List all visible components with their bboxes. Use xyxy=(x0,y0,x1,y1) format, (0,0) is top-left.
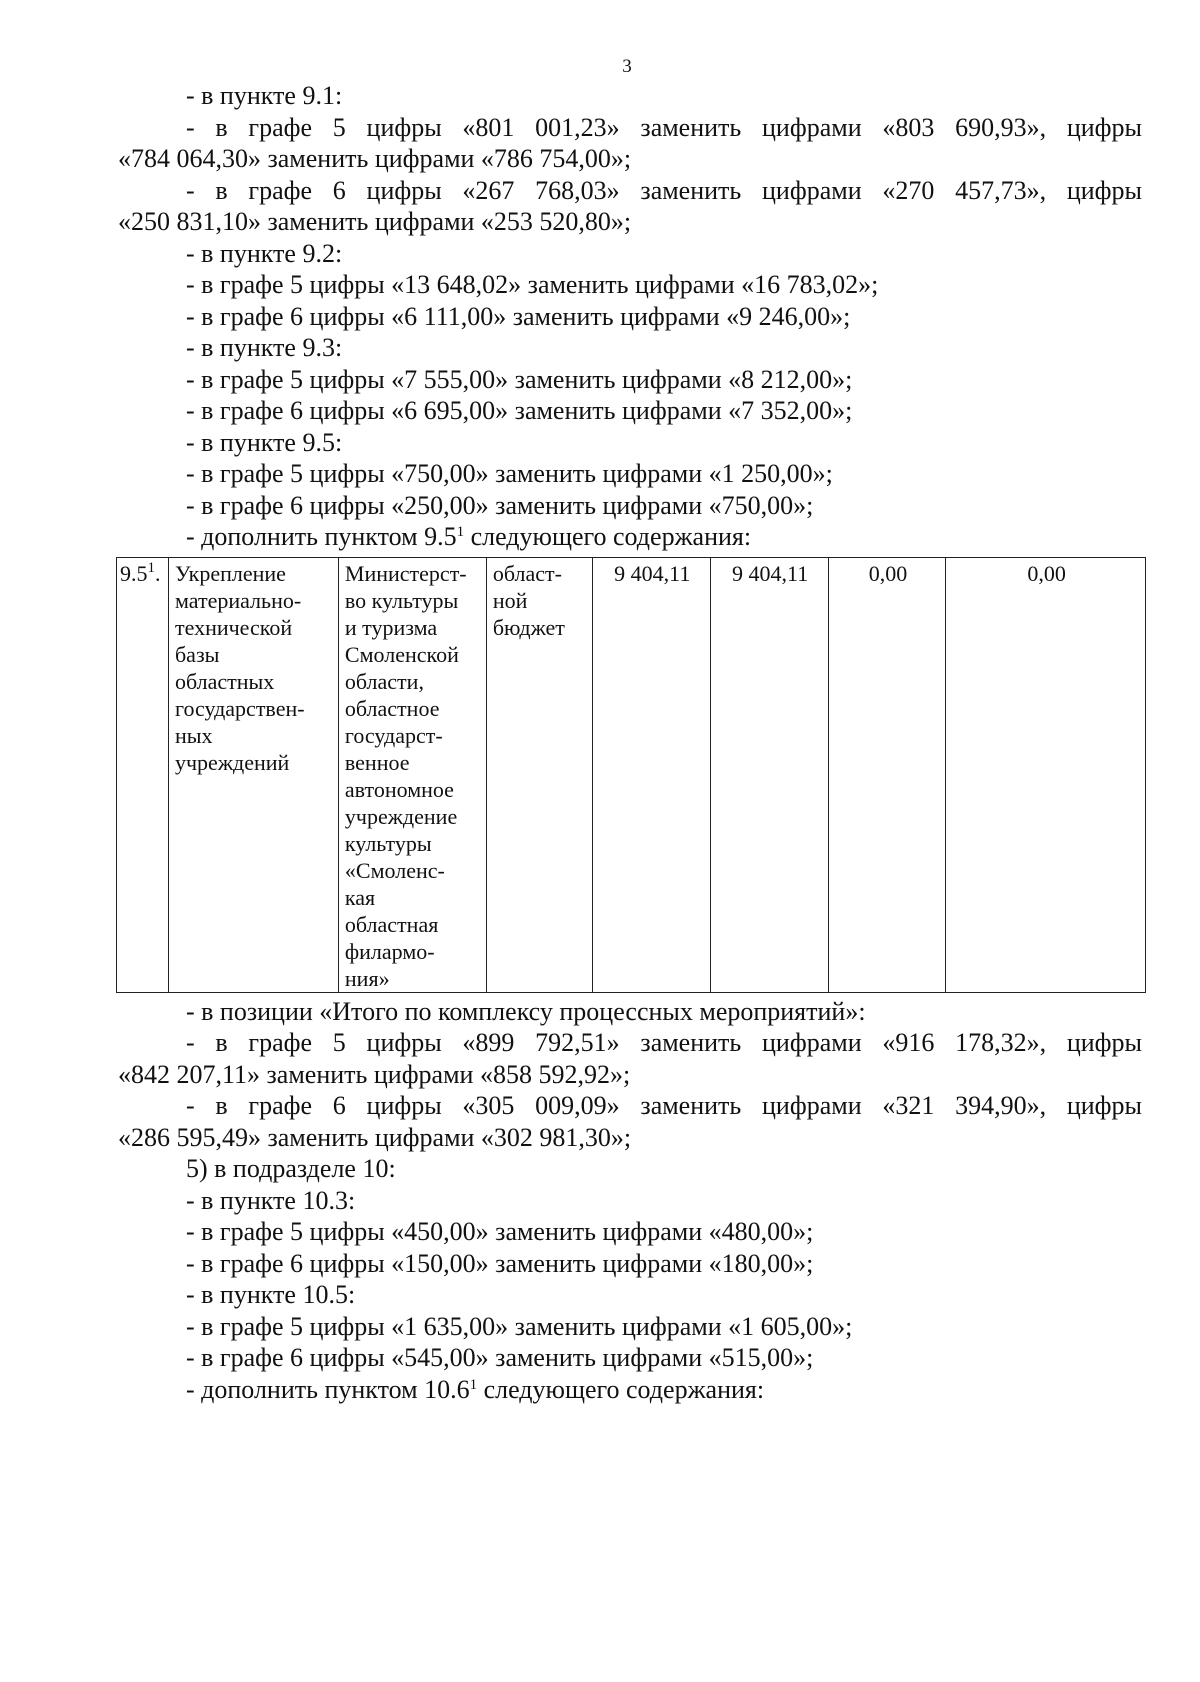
cell-col7: 0,00 xyxy=(828,557,946,992)
text-line: - в позиции «Итого по комплексу процессных мероприятий»: xyxy=(186,996,866,1026)
document-body xyxy=(118,80,1142,1405)
cell-name xyxy=(168,557,338,992)
text-line: - в графе 5 цифры «750,00» заменить цифрами «1 250,00»; xyxy=(186,459,833,488)
text-line: - в графе 6 цифры «150,00» заменить цифрами «180,00»; xyxy=(186,1248,814,1278)
text-line: - в пункте 9.3: xyxy=(186,333,343,362)
cell-col8: 0,00 xyxy=(946,557,1146,992)
cell-source xyxy=(486,557,592,992)
text-line: - в графе 5 цифры «1 635,00» заменить цифрами «1 605,00»; xyxy=(186,1311,853,1341)
cell-col5: 9 404,11 xyxy=(592,557,710,992)
cell-number-tail: . xyxy=(155,560,161,586)
text-line: - в графе 5 цифры «450,00» заменить цифрами «480,00»; xyxy=(186,1217,814,1246)
text-line: «250 831,10» заменить цифрами «253 520,80»; xyxy=(118,207,632,236)
text-line: - в графе 6 цифры «305 009,09» заменить цифрами «321 394,90», цифры xyxy=(186,1091,1142,1120)
supplement-text: - дополнить пунктом 10.6 xyxy=(186,1374,470,1404)
section-amendments-9 xyxy=(118,80,1142,521)
table-wrapper xyxy=(116,557,1142,993)
superscript: 1 xyxy=(147,559,155,576)
cell-executor xyxy=(338,557,486,992)
cell-col6: 9 404,11 xyxy=(710,557,828,992)
text-line: - в графе 5 цифры «801 001,23» заменить цифрами «803 690,93», цифры xyxy=(186,112,1142,142)
text-line: «842 207,11» заменить цифрами «858 592,92»; xyxy=(118,1059,631,1089)
insert-table xyxy=(116,557,1146,993)
cell-name-text: Укрепление материально- технической базы областных государствен- ных учреждений xyxy=(174,560,305,775)
supplement-text-tail: следующего содержания: xyxy=(477,1374,765,1404)
text-line: - в пункте 10.5: xyxy=(186,1280,356,1309)
text-line: - в пункте 9.2: xyxy=(186,238,343,268)
cell-executor-text: Министерст- во культуры и туризма Смоленской области, областное государст- венное автономное учреждение культуры «Смоленс- кая областная филармо- ния» xyxy=(344,560,467,991)
text-line: - в графе 6 цифры «6 695,00» заменить цифрами «7 352,00»; xyxy=(186,396,853,425)
text-line: - в пункте 9.5: xyxy=(186,427,343,457)
supplement-line-10-6-1 xyxy=(118,1374,1142,1406)
text-line: - в графе 6 цифры «250,00» заменить цифрами «750,00»; xyxy=(186,490,814,520)
supplement-text-tail: следующего содержания: xyxy=(464,522,752,551)
superscript: 1 xyxy=(456,524,465,540)
cell-number xyxy=(117,557,169,992)
text-line: - в графе 6 цифры «6 111,00» заменить цифрами «9 246,00»; xyxy=(186,301,851,331)
text-line: «784 064,30» заменить цифрами «786 754,00»; xyxy=(118,144,632,173)
page-number: 3 xyxy=(622,56,632,77)
text-line: 5) в подразделе 10: xyxy=(186,1154,396,1183)
text-line: - в графе 6 цифры «267 768,03» заменить цифрами «270 457,73», цифры xyxy=(186,175,1142,205)
section-amendments-10 xyxy=(118,996,1142,1374)
supplement-line-9-5-1 xyxy=(118,521,1142,553)
text-line: - в графе 6 цифры «545,00» заменить цифрами «515,00»; xyxy=(186,1343,814,1372)
table-row xyxy=(117,557,1146,992)
text-line: - в пункте 10.3: xyxy=(186,1185,356,1215)
cell-number-main: 9.5 xyxy=(120,560,148,586)
text-line: - в графе 5 цифры «7 555,00» заменить цифрами «8 212,00»; xyxy=(186,364,853,394)
text-line: - в пункте 9.1: xyxy=(186,81,343,110)
supplement-text: - дополнить пунктом 9.5 xyxy=(186,522,457,551)
text-line: - в графе 5 цифры «899 792,51» заменить цифрами «916 178,32», цифры xyxy=(186,1028,1142,1057)
cell-source-text: област- ной бюджет xyxy=(492,560,565,640)
text-line: - в графе 5 цифры «13 648,02» заменить цифрами «16 783,02»; xyxy=(186,270,879,299)
superscript: 1 xyxy=(469,1376,478,1393)
text-line: «286 595,49» заменить цифрами «302 981,30»; xyxy=(118,1122,632,1152)
